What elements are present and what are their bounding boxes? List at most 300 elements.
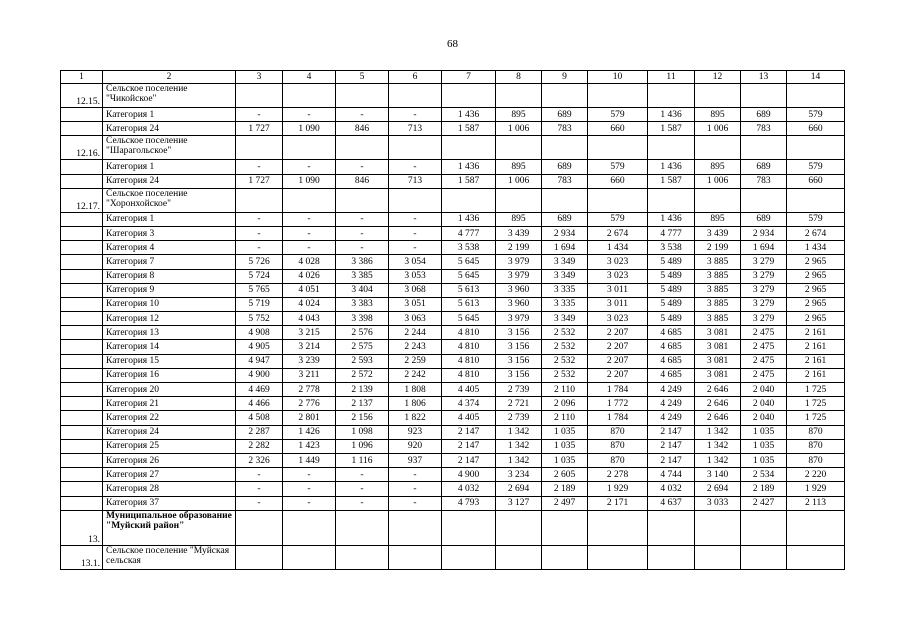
value-cell: 2 497 [542,496,588,510]
value-cell: 2 207 [588,340,648,354]
value-cell [588,188,648,212]
value-cell: 4 249 [648,397,695,411]
value-cell: 3 011 [588,283,648,297]
value-cell [442,136,496,160]
row-number [61,468,103,482]
value-cell: 2 605 [542,468,588,482]
value-cell: 660 [787,122,845,136]
value-cell [787,188,845,212]
value-cell [496,136,542,160]
category-name: Категория 28 [103,482,236,496]
value-cell: - [236,496,283,510]
row-number [61,326,103,340]
value-cell: 1 116 [336,453,389,467]
category-name: Категория 21 [103,397,236,411]
value-cell: - [236,212,283,226]
value-cell [588,136,648,160]
value-cell: 3 279 [741,269,787,283]
value-cell: 2 161 [787,368,845,382]
table-row [61,368,845,382]
value-cell: 3 979 [496,255,542,269]
value-cell: 3 335 [542,283,588,297]
category-name: Категория 15 [103,354,236,368]
value-cell: 2 199 [695,241,741,255]
value-cell: 2 965 [787,269,845,283]
table-row [61,326,845,340]
category-name: Категория 8 [103,269,236,283]
value-cell: 3 885 [695,269,741,283]
value-cell [542,188,588,212]
header-cell: 1 [61,71,103,84]
section-title: Сельское поселение "Шарагольское" [103,136,236,160]
table-row [61,468,845,482]
value-cell: 3 214 [283,340,336,354]
value-cell: 2 646 [695,397,741,411]
value-cell [588,510,648,545]
value-cell: 1 806 [389,397,442,411]
row-number [61,496,103,510]
category-name: Категория 1 [103,212,236,226]
table-row [61,269,845,283]
value-cell: 5 724 [236,269,283,283]
category-name: Категория 16 [103,368,236,382]
value-cell: 1 342 [695,439,741,453]
value-cell: 1 929 [588,482,648,496]
value-cell: 4 032 [648,482,695,496]
category-name: Категория 10 [103,297,236,311]
value-cell: - [236,482,283,496]
value-cell: 3 051 [389,297,442,311]
header-cell: 7 [442,71,496,84]
table-row [61,108,845,122]
value-cell [283,136,336,160]
value-cell: 4 032 [442,482,496,496]
value-cell: 2 934 [542,226,588,240]
value-cell: 2 147 [442,439,496,453]
value-cell: 4 685 [648,354,695,368]
value-cell: 3 081 [695,340,741,354]
value-cell: 1 694 [542,241,588,255]
value-cell: 2 778 [283,383,336,397]
value-cell: 3 279 [741,255,787,269]
value-cell: 1 006 [496,122,542,136]
value-cell: 1 436 [442,160,496,174]
value-cell: 2 475 [741,354,787,368]
row-number: 12.16. [61,136,103,160]
value-cell [389,510,442,545]
value-cell: 1 449 [283,453,336,467]
value-cell [336,136,389,160]
value-cell: 2 147 [442,425,496,439]
value-cell [787,545,845,569]
row-number [61,340,103,354]
row-number [61,255,103,269]
value-cell: 2 137 [336,397,389,411]
value-cell: 4 777 [648,226,695,240]
value-cell: 870 [787,425,845,439]
value-cell: 2 593 [336,354,389,368]
value-cell: 5 489 [648,255,695,269]
value-cell: 3 386 [336,255,389,269]
table-row [61,439,845,453]
value-cell: - [336,108,389,122]
row-number [61,241,103,255]
value-cell: 2 199 [496,241,542,255]
value-cell: 4 810 [442,326,496,340]
value-cell: 3 885 [695,312,741,326]
category-name: Категория 1 [103,160,236,174]
value-cell: 5 489 [648,283,695,297]
category-name: Категория 24 [103,122,236,136]
value-cell: 2 739 [496,411,542,425]
value-cell: 783 [542,174,588,188]
value-cell: 920 [389,439,442,453]
value-cell: 895 [496,160,542,174]
value-cell: 4 900 [236,368,283,382]
value-cell: 3 979 [496,312,542,326]
value-cell: 4 466 [236,397,283,411]
value-cell: 3 439 [496,226,542,240]
value-cell: 2 207 [588,368,648,382]
value-cell: 3 960 [496,297,542,311]
value-cell: 689 [542,160,588,174]
value-cell: 579 [588,108,648,122]
value-cell: 3 279 [741,312,787,326]
row-number: 13.1. [61,545,103,569]
value-cell: 2 475 [741,326,787,340]
row-number [61,122,103,136]
value-cell: 2 801 [283,411,336,425]
table-row [61,340,845,354]
value-cell: 1 587 [442,174,496,188]
value-cell [648,188,695,212]
value-cell: 4 508 [236,411,283,425]
value-cell: - [389,482,442,496]
header-cell: 2 [103,71,236,84]
value-cell: 1 727 [236,174,283,188]
value-cell: 783 [741,174,787,188]
value-cell: 689 [542,212,588,226]
row-number [61,312,103,326]
value-cell [787,84,845,108]
value-cell: 2 147 [648,425,695,439]
value-cell: 579 [787,108,845,122]
value-cell [389,84,442,108]
table-body [61,71,845,570]
value-cell: 2 475 [741,368,787,382]
row-number [61,226,103,240]
value-cell: - [336,160,389,174]
value-cell: 895 [496,212,542,226]
value-cell [236,188,283,212]
row-number: 13. [61,510,103,545]
value-cell: 1 436 [442,108,496,122]
row-number [61,160,103,174]
row-number [61,354,103,368]
value-cell: 1 436 [648,108,695,122]
table-row [61,397,845,411]
header-cell: 8 [496,71,542,84]
value-cell: 2 776 [283,397,336,411]
category-name: Категория 1 [103,108,236,122]
value-cell: 1 587 [648,174,695,188]
category-name: Категория 20 [103,383,236,397]
value-cell [588,84,648,108]
value-cell: 2 259 [389,354,442,368]
value-cell: 4 908 [236,326,283,340]
row-number [61,482,103,496]
value-cell [336,510,389,545]
value-cell: 2 110 [542,411,588,425]
header-cell: 14 [787,71,845,84]
value-cell: - [283,468,336,482]
row-number [61,212,103,226]
value-cell: 3 279 [741,283,787,297]
value-cell: 2 242 [389,368,442,382]
value-cell: 2 965 [787,283,845,297]
value-cell: 2 646 [695,383,741,397]
value-cell: 3 063 [389,312,442,326]
value-cell [741,545,787,569]
value-cell: 1 772 [588,397,648,411]
value-cell: 1 035 [741,439,787,453]
table-row [61,226,845,240]
category-name: Категория 13 [103,326,236,340]
row-number [61,425,103,439]
value-cell: 895 [496,108,542,122]
value-cell [741,136,787,160]
value-cell: - [336,496,389,510]
table-row [61,297,845,311]
value-cell: 846 [336,122,389,136]
value-cell: 1 784 [588,411,648,425]
value-cell: 2 694 [496,482,542,496]
value-cell: - [283,226,336,240]
value-cell: 2 171 [588,496,648,510]
value-cell: 2 040 [741,397,787,411]
value-cell: - [283,496,336,510]
value-cell: 2 220 [787,468,845,482]
value-cell: - [283,108,336,122]
value-cell: - [389,496,442,510]
value-cell: 5 489 [648,297,695,311]
section-title: Сельское поселение "Хоронхойское" [103,188,236,212]
value-cell: 895 [695,160,741,174]
value-cell: 660 [588,174,648,188]
value-cell: 4 249 [648,383,695,397]
table-row [61,482,845,496]
value-cell [336,545,389,569]
value-cell: 1 090 [283,174,336,188]
value-cell: 3 398 [336,312,389,326]
value-cell: 3 081 [695,368,741,382]
section-row [61,188,845,212]
value-cell [648,84,695,108]
value-cell: 895 [695,212,741,226]
value-cell: 2 739 [496,383,542,397]
table-row [61,160,845,174]
value-cell: - [336,212,389,226]
value-cell: 1 006 [695,122,741,136]
value-cell: 3 279 [741,297,787,311]
value-cell [695,545,741,569]
value-cell: 2 287 [236,425,283,439]
value-cell: 2 282 [236,439,283,453]
header-cell: 5 [336,71,389,84]
value-cell: 4 685 [648,368,695,382]
value-cell: 3 023 [588,269,648,283]
value-cell [496,188,542,212]
value-cell [389,188,442,212]
value-cell [496,510,542,545]
value-cell: 1 035 [741,453,787,467]
table-row [61,425,845,439]
value-cell: 2 532 [542,368,588,382]
category-name: Категория 27 [103,468,236,482]
value-cell: 3 404 [336,283,389,297]
value-cell: 3 979 [496,269,542,283]
value-cell: 5 752 [236,312,283,326]
row-number [61,283,103,297]
value-cell: 1 822 [389,411,442,425]
value-cell: 3 239 [283,354,336,368]
value-cell: 2 161 [787,340,845,354]
value-cell: 1 434 [588,241,648,255]
section-row [61,545,845,569]
value-cell: 3 960 [496,283,542,297]
value-cell: 1 929 [787,482,845,496]
value-cell: 4 051 [283,283,336,297]
value-cell: 3 349 [542,312,588,326]
value-cell [542,136,588,160]
value-cell: 1 434 [787,241,845,255]
value-cell: 2 244 [389,326,442,340]
value-cell [787,510,845,545]
value-cell: 4 685 [648,340,695,354]
value-cell: 1 727 [236,122,283,136]
value-cell: 870 [588,453,648,467]
value-cell: 2 207 [588,326,648,340]
section-title: Сельское поселение "Чикойское" [103,84,236,108]
value-cell: - [336,241,389,255]
value-cell: 4 469 [236,383,283,397]
value-cell [283,84,336,108]
table-row [61,453,845,467]
value-cell: 5 489 [648,312,695,326]
value-cell [442,510,496,545]
row-number [61,297,103,311]
value-cell [389,545,442,569]
value-cell: 579 [588,160,648,174]
table-row [61,255,845,269]
header-cell: 13 [741,71,787,84]
value-cell: 2 278 [588,468,648,482]
value-cell: 1 006 [496,174,542,188]
value-cell: 2 427 [741,496,787,510]
value-cell: 2 156 [336,411,389,425]
value-cell: 4 685 [648,326,695,340]
value-cell: 4 043 [283,312,336,326]
value-cell: 2 243 [389,340,442,354]
value-cell: 2 534 [741,468,787,482]
value-cell: 3 053 [389,269,442,283]
value-cell: 3 349 [542,269,588,283]
value-cell: 3 081 [695,326,741,340]
category-name: Категория 7 [103,255,236,269]
value-cell: - [336,226,389,240]
value-cell: 870 [588,425,648,439]
value-cell: 2 674 [787,226,845,240]
value-cell: 3 054 [389,255,442,269]
value-cell: 870 [787,453,845,467]
value-cell [542,545,588,569]
value-cell: 4 810 [442,340,496,354]
value-cell: 2 161 [787,354,845,368]
table-row [61,496,845,510]
value-cell: 1 342 [496,439,542,453]
value-cell: - [236,226,283,240]
tariff-table [60,70,845,570]
value-cell: 2 040 [741,383,787,397]
value-cell: 713 [389,122,442,136]
value-cell: 579 [787,160,845,174]
category-name: Категория 24 [103,425,236,439]
value-cell: 5 489 [648,269,695,283]
value-cell [542,510,588,545]
row-number: 12.17. [61,188,103,212]
row-number [61,439,103,453]
value-cell: 1 090 [283,122,336,136]
value-cell: 3 215 [283,326,336,340]
value-cell: 3 385 [336,269,389,283]
value-cell: - [283,212,336,226]
value-cell: 1 006 [695,174,741,188]
value-cell: 4 405 [442,411,496,425]
value-cell: 3 156 [496,354,542,368]
value-cell: - [236,160,283,174]
category-name: Категория 25 [103,439,236,453]
header-cell: 6 [389,71,442,84]
value-cell: 3 081 [695,354,741,368]
value-cell: 3 140 [695,468,741,482]
value-cell [496,84,542,108]
value-cell: 2 646 [695,411,741,425]
value-cell: 783 [741,122,787,136]
value-cell: 1 035 [741,425,787,439]
header-cell: 3 [236,71,283,84]
value-cell [695,136,741,160]
category-name: Категория 14 [103,340,236,354]
value-cell: - [389,468,442,482]
value-cell: 1 098 [336,425,389,439]
value-cell: 3 211 [283,368,336,382]
value-cell: 5 726 [236,255,283,269]
value-cell: - [236,468,283,482]
value-cell: 2 575 [336,340,389,354]
row-number [61,174,103,188]
value-cell: 937 [389,453,442,467]
value-cell: 4 249 [648,411,695,425]
value-cell: 3 439 [695,226,741,240]
value-cell: 2 110 [542,383,588,397]
value-cell: 2 147 [442,453,496,467]
value-cell: 2 139 [336,383,389,397]
value-cell [442,84,496,108]
header-row [61,71,845,84]
section-title: Сельское поселение "Муйская сельская [103,545,236,569]
value-cell: 4 374 [442,397,496,411]
table-row [61,174,845,188]
